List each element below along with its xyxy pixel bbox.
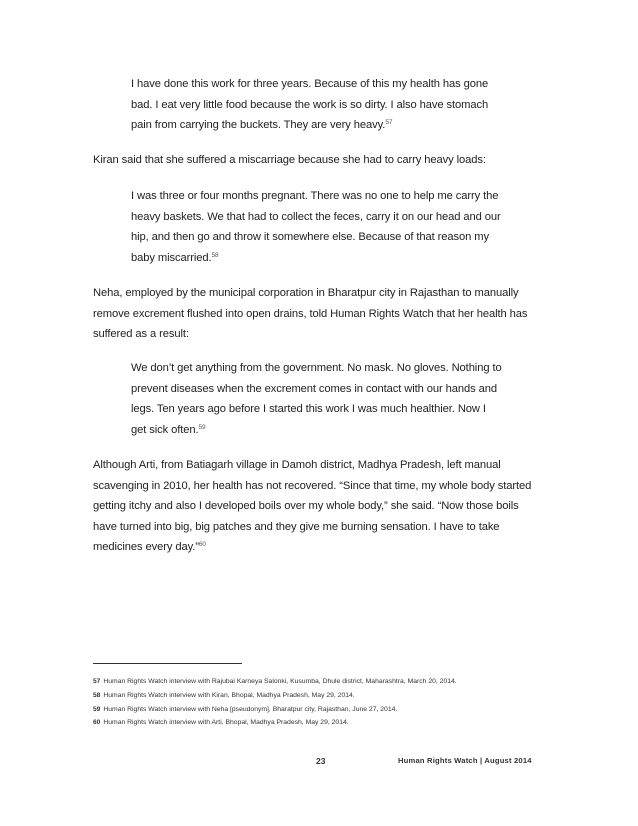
paragraph-neha <box>93 283 527 345</box>
footnote-58 <box>93 690 355 703</box>
body-line: Neha, employed by the municipal corporation in Bharatpur city in Rajasthan to manually <box>93 287 519 299</box>
quote-line: bad. I eat very little food because the work is so dirty. I also have stomach <box>131 98 489 111</box>
quote-line: hip, and then go and throw it somewhere else. Because of that reason my <box>131 231 489 243</box>
footnote-ref[interactable]: 57 <box>385 119 393 126</box>
body-line: suffered as a result: <box>93 328 189 340</box>
body-line: getting itchy and also I developed boils over my whole body,” she said. “Now those boils <box>93 500 519 512</box>
quote-line: heavy baskets. We that had to collect the feces, carry it on our head and our <box>131 210 501 223</box>
paragraph-arti <box>93 455 531 558</box>
footnote-ref[interactable]: 60 <box>198 541 206 548</box>
body-line: Kiran said that she suffered a miscarriage because she had to carry heavy loads: <box>93 154 486 166</box>
body-line: Although Arti, from Batiagarh village in Damoh district, Madhya Pradesh, left manual <box>93 459 501 471</box>
footnote-number: 59 <box>93 706 101 713</box>
footnote-number: 58 <box>93 692 101 699</box>
body-line: scavenging in 2010, her health has not recovered. “Since that time, my whole body started <box>93 479 532 492</box>
quote-line: baby miscarried.$^{58}$ <box>131 251 219 264</box>
quote-line: I was three or four months pregnant. There was no one to help me carry the <box>131 190 499 202</box>
body-line: medicines every day.”$^{60}$ <box>93 541 206 553</box>
footnote-text: Human Rights Watch interview with Neha [pseudonym], Bharatpur city, Rajasthan, June 27, 2014. <box>103 706 398 713</box>
block-quote-3 <box>131 358 502 440</box>
footnote-separator <box>93 663 242 664</box>
quote-line: We don’t get anything from the government. No mask. No gloves. Nothing to <box>131 362 502 374</box>
quote-line: get sick often.$^{59}$ <box>131 423 206 436</box>
footnote-57 <box>93 676 457 689</box>
footnote-ref[interactable]: 59 <box>198 423 206 431</box>
quote-line: legs. Ten years ago before I started this work I was much healthier. Now I <box>131 403 486 415</box>
footnote-59 <box>93 704 397 717</box>
footnote-60 <box>93 717 349 730</box>
running-head: Human Rights Watch | August 2014 <box>398 756 532 765</box>
footnote-ref[interactable]: 58 <box>211 251 219 259</box>
footnote-number: 60 <box>93 719 101 726</box>
quote-line: pain from carrying the buckets. They are very heavy.$^{57}$ <box>131 119 393 131</box>
footnote-text: Human Rights Watch interview with Rajubai Karneya Salonki, Kusumba, Dhule district, Maharashtra, March 20, 2014. <box>103 678 457 685</box>
footnote-text: Human Rights Watch interview with Arti, Bhopal, Madhya Pradesh, May 29, 2014. <box>103 719 349 726</box>
body-line: have turned into big, big patches and they give me burning sensation. I have to take <box>93 520 500 533</box>
block-quote-1 <box>131 74 488 136</box>
footnote-text: Human Rights Watch interview with Kiran, Bhopal, Madhya Pradesh, May 29, 2014. <box>103 692 355 699</box>
block-quote-2 <box>131 186 501 268</box>
page-number: 23 <box>316 756 326 766</box>
paragraph-kiran <box>93 150 486 171</box>
quote-line: prevent diseases when the excrement comes in contact with our hands and <box>131 382 498 395</box>
quote-line: I have done this work for three years. Because of this my health has gone <box>131 78 489 90</box>
body-line: remove excrement flushed into open drains, told Human Rights Watch that her health has <box>93 307 528 320</box>
footnote-number: 57 <box>93 678 101 685</box>
